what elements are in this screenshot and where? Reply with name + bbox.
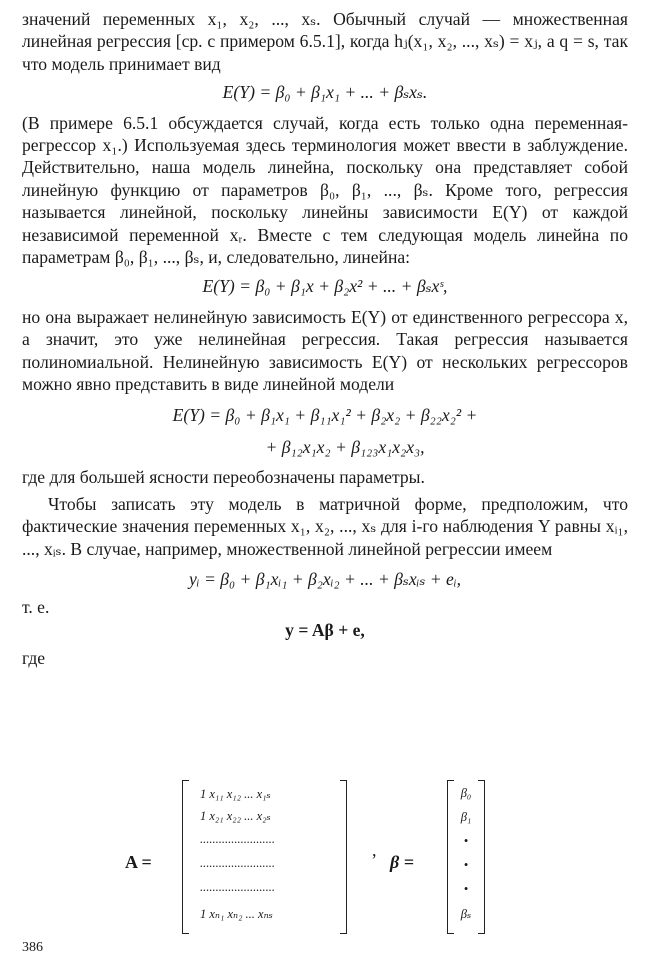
formula-observation: yᵢ = β₀ + β₁xᵢ₁ + β₂xᵢ₂ + ... + βₛxᵢₛ + eᵢ, [188,568,462,589]
formula-nonlinear-line-1: E(Y) = β₀ + β₁x₁ + β₁₁x₁² + β₂x₂ + β₂₂x₂² + [172,404,478,425]
vector-beta-entry: βₛ [460,907,472,921]
paragraph-4: где для большей ясности переобозначены параметры. [22,467,425,488]
formula-matrix-form: y = Aβ + e, [285,619,365,640]
paragraph-3: но она выражает нелинейную зависимость E(Y) от единственного регрессора x, а значит, это уже нелинейная регрессия. Такая регрессия называется полиномиальной. Нелинейную зависимость E(Y) от нескольких регрессоров можно явно представить в виде линейной модели [22,306,628,395]
formula-multiple-regression: E(Y) = β₀ + β₁x₁ + ... + βₛxₛ. [222,82,428,103]
matrix-beta-label: β = [390,852,414,872]
matrix-A-row: 1 x₁₁ x₁₂ ... x₁ₛ [200,787,271,801]
matrix-A-label: A = [125,852,152,872]
formula-polynomial-regression: E(Y) = β₀ + β₁x + β₂x² + ... + βₛxˢ, [202,276,448,297]
text-gde: где [22,648,46,669]
text-te: т. е. [22,597,50,618]
matrix-A-row: ........................ [200,880,275,894]
vector-beta-entry: • [463,858,469,872]
matrix-A-right-bracket [340,780,347,934]
paragraph-2: (В примере 6.5.1 обсуждается случай, когда есть только одна переменная-регрессор x₁.) Используемая здесь терминология может ввести в заблуждение. Действительно, наша модель линейна, поскольку она представляет собой линейную функцию от параметров β₀, β₁, ..., βₛ. Кроме того, регрессия называется линейной, поскольку линейны зависимости E(Y) от каждой независимой переменной xᵣ. Вместе с тем следующая модель линейна по параметрам β₀, β₁, ..., βₛ, и, следовательно, линейна: [22,112,628,268]
vector-beta-entry: β₀ [460,786,472,800]
matrix-A-row: ........................ [200,856,275,870]
vector-beta-entry: • [463,834,469,848]
paragraph-1: значений переменных x₁, x₂, ..., xₛ. Обычный случай — множественная линейная регрессия [ср. с примером 6.5.1], когда hⱼ(x₁, x₂, ..., xₛ) = xⱼ, а q = s, так что модель принимает вид [22,9,628,74]
paragraph-5: Чтобы записать эту модель в матричной форме, предположим, что фактические значения переменных x₁, x₂, ..., xₛ для i-го наблюдения Y равны xᵢ₁, ..., xᵢₛ. В случае, например, множественной линейной регрессии имеем [22,493,628,559]
vector-beta-entry: β₁ [460,810,472,824]
matrix-definitions [22,770,628,940]
page-number: 386 [22,940,43,955]
matrix-A-row: 1 x₂₁ x₂₂ ... x₂ₛ [200,809,271,823]
matrix-A-left-bracket [182,780,189,934]
matrix-comma: , [372,840,377,860]
page-content [22,8,628,955]
matrix-A-row: ........................ [200,832,275,846]
vector-beta-entry: • [463,882,469,896]
vector-beta-right-bracket [478,780,485,934]
vector-beta-left-bracket [447,780,454,934]
matrix-A-row: 1 xₙ₁ xₙ₂ ... xₙₛ [200,907,273,921]
formula-nonlinear-line-2: + β₁₂x₁x₂ + β₁₂₃x₁x₂x₃, [265,436,425,457]
